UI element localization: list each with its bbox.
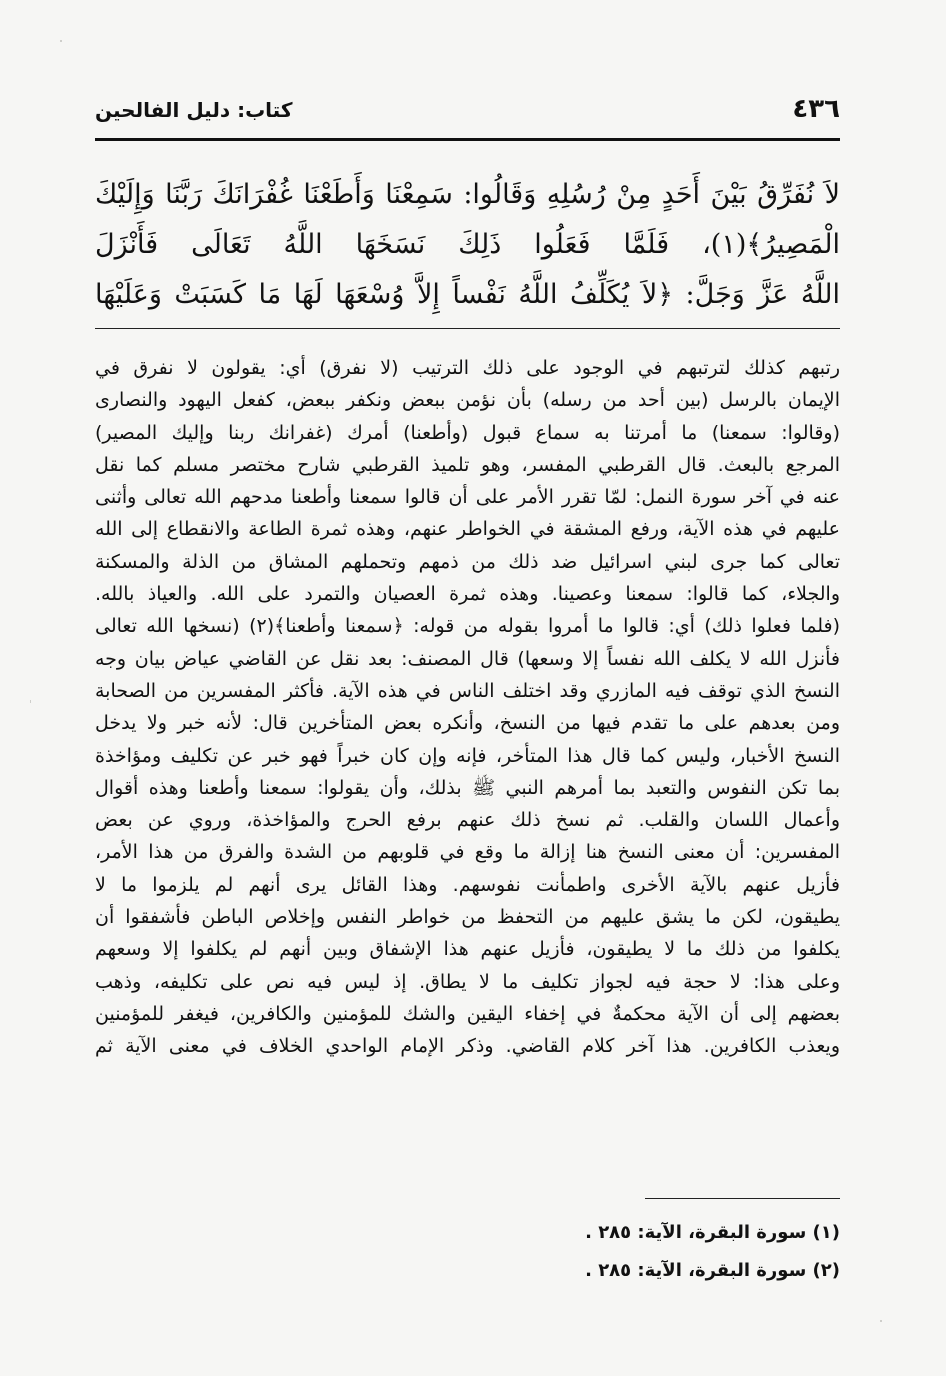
- commentary-line: النسخ الذي توقف فيه المازري وقد اختلف الناس في هذه الآية. فأكثر المفسرين من الصحابة: [95, 679, 840, 702]
- commentary-line: المفسرين: أن معنى النسخ هنا إزالة ما وقع في قلوبهم من الشدة والفرق من هذا الأمر،: [95, 841, 840, 864]
- verse-line: اللَّهُ عَزَّ وَجَلَّ: ﴿لاَ يُكَلِّفُ اللَّهُ نَفْساً إِلاَّ وُسْعَهَا لَهَا مَا كَسَبَتْ وَعَلَيْهَا: [95, 279, 840, 310]
- commentary-line: المرجع بالبعث. قال القرطبي المفسر، وهو تلميذ القرطبي شارح مختصر مسلم كما نقل: [95, 453, 840, 476]
- quran-verse-block: [95, 170, 840, 320]
- footnote-divider: [645, 1198, 840, 1199]
- commentary-line: يكلفوا من ذلك ما لا يطيقون، فأزيل عنهم هذا الإشفاق وبين أنهم لم يكلفوا إلا وسعهم: [95, 938, 840, 961]
- commentary-line: عليهم في هذه الآية، ورفع المشقة في الخواطر عنهم، وهذه ثمرة الطاعة والانقطاع إلى الله: [95, 518, 840, 541]
- commentary-text: [95, 352, 840, 1063]
- section-divider: [95, 328, 840, 329]
- scan-speck: [880, 1320, 882, 1322]
- commentary-line: رتبهم كذلك لترتبهم في الوجود على ذلك الترتيب (لا نفرق) أي: يقولون لا نفرق في: [95, 357, 840, 379]
- footnotes: [585, 1214, 840, 1290]
- commentary-line: يطيقون، لكن ما يشق عليهم من التحفظ من خواطر النفس وإخلاص الباطن فأشفقوا أن: [95, 906, 840, 929]
- commentary-line: ويعذب الكافرين. هذا آخر كلام القاضي. وذكر الإمام الواحدي الخلاف في معنى الآية ثم: [95, 1035, 840, 1058]
- footnote-1: (١) سورة البقرة، الآية: ٢٨٥ .: [585, 1222, 840, 1243]
- commentary-line: النسخ الأخبار، وليس كما قال هذا المتأخر، فإنه وإن كان خبراً فهو خبر عن تكليف ومؤاخذة: [95, 744, 840, 767]
- verse-line: لاَ نُفَرِّقُ بَيْنَ أَحَدٍ مِنْ رُسُلِهِ وَقَالُوا: سَمِعْنَا وَأَطَعْنَا غُفْرَانَكَ رَبَّنَا وَإِلَيْكَ: [95, 179, 840, 210]
- page-number: ٤٣٦: [792, 94, 840, 124]
- commentary-line: وأعمال اللسان والقلب. ثم نسخ ذلك عنهم برفع الحرج والمؤاخذة، وروي عن بعض: [95, 809, 840, 832]
- page-header: [95, 88, 840, 136]
- commentary-line: فأزيل عنهم بالآية الأخرى واطمأنت نفوسهم. وهذا القائل يرى أنهم لم يلزموا ما لا: [95, 873, 840, 896]
- commentary-line: تعالى كما جرى لبني اسرائيل ضد ذلك من ذمهم وتحملهم المشاق من الذلة والمسكنة: [95, 550, 840, 573]
- scan-speck: [60, 40, 62, 42]
- verse-line: الْمَصِيرُ﴾(١)، فَلَمَّا فَعَلُوا ذَلِكَ نَسَخَهَا اللَّهُ تَعَالَى فَأَنْزَلَ: [95, 229, 840, 260]
- scan-speck: [30, 700, 31, 703]
- commentary-line: ومن بعدهم على ما تقدم فيها من النسخ، وأنكره بعض المتأخرين قال: لأنه خبر ولا يدخل: [95, 712, 840, 735]
- commentary-line: وعلى هذا: لا حجة فيه لجواز تكليف ما لا يطاق. إذ ليس فيه نص على تكليفه، وذهب: [95, 970, 840, 993]
- commentary-line: بعضهم إلى أن الآية محكمةٌ في إخفاء اليقين والشك للمؤمنين والكافرين، فيغفر للمؤمنين: [95, 1002, 840, 1025]
- header-divider: [95, 138, 840, 141]
- commentary-line: والجلاء، كما قالوا: سمعنا وعصينا. وهذه ثمرة العصيان والتمرد على الله. والعياذ بالله.: [95, 583, 840, 606]
- commentary-line: بما تكن النفوس والتعبد بما أمرهم النبي ﷺ بذلك، وأن يقولوا: سمعنا وأطعنا وهذه أقوال: [95, 776, 840, 799]
- commentary-line: (فلما فعلوا ذلك) أي: قالوا ما أمروا بقوله من قوله: ﴿سمعنا وأطعنا﴾(٢) (نسخها الله تعالى: [95, 615, 840, 638]
- commentary-line: فأنزل الله لا يكلف الله نفساً إلا وسعها) قال المصنف: بعد نقل عن القاضي عياض بيان وجه: [95, 647, 840, 670]
- footnote-2: (٢) سورة البقرة، الآية: ٢٨٥ .: [585, 1260, 840, 1281]
- commentary-line: الإيمان بالرسل (بين أحد من رسله) بأن نؤمن ببعض ونكفر ببعض، كفعل اليهود والنصارى: [95, 389, 840, 412]
- commentary-line: عنه في آخر سورة النمل: لمّا تقرر الأمر على أن قالوا سمعنا وأطعنا مدحهم الله تعالى وأثنى: [95, 486, 840, 509]
- book-title: كتاب: دليل الفالحين: [95, 98, 293, 122]
- commentary-line: (وقالوا: سمعنا) ما أمرتنا به سماع قبول (وأطعنا) أمرك (غفرانك ربنا وإليك المصير): [95, 421, 840, 444]
